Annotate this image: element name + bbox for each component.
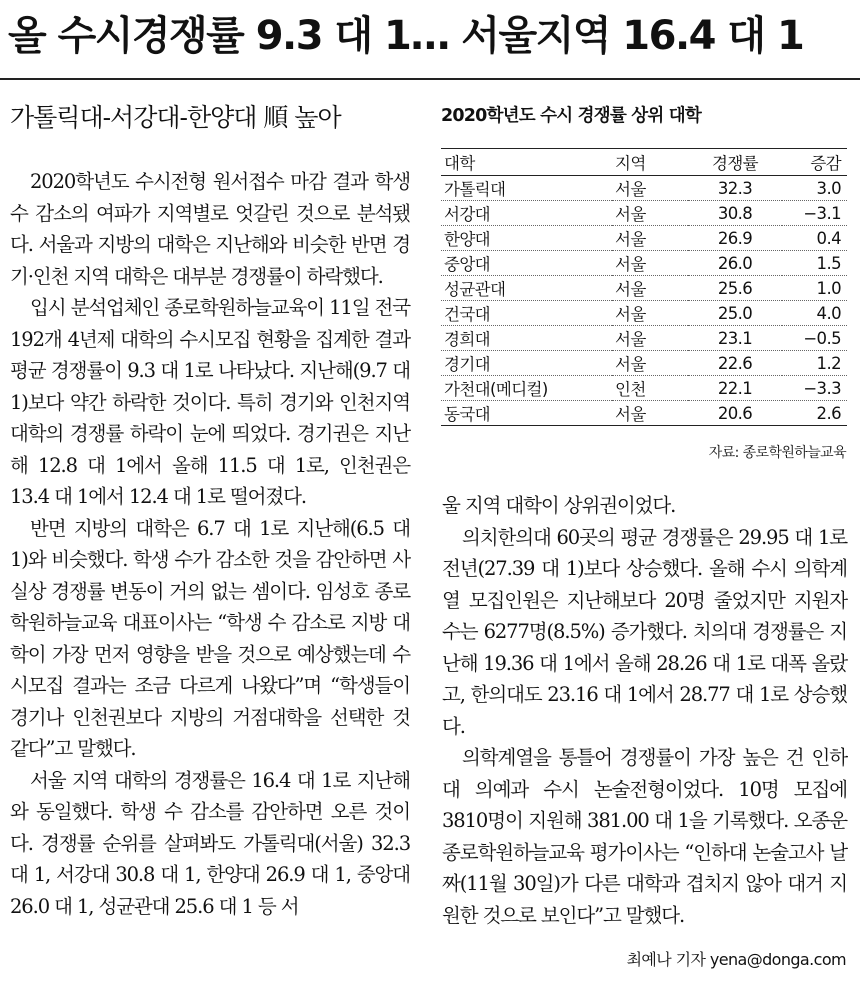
cell-change: 3.0	[782, 176, 847, 201]
header-rate: 경쟁률	[711, 154, 759, 173]
cell-change: −3.3	[782, 376, 847, 401]
cell-university: 중앙대	[441, 251, 612, 276]
paragraph: 울 지역 대학이 상위권이었다.	[442, 494, 676, 517]
cell-university: 가톨릭대	[441, 176, 612, 201]
body-column-right	[442, 490, 847, 931]
table-row	[441, 351, 847, 376]
cell-change: 2.6	[782, 401, 847, 426]
cell-rate: 22.1	[688, 376, 782, 401]
table-row	[441, 301, 847, 326]
cell-change: 1.2	[782, 351, 847, 376]
cell-change: 4.0	[782, 301, 847, 326]
header-region: 지역	[615, 154, 646, 173]
cell-university: 경기대	[441, 351, 612, 376]
byline: 최예나 기자 yena@donga.com	[626, 950, 846, 969]
header-university: 대학	[444, 154, 475, 173]
paragraph: 2020학년도 수시전형 원서접수 마감 결과 학생 수 감소의 여파가 지역별로 엇갈린 것으로 분석됐다. 서울과 지방의 대학은 지난해와 비슷한 반면 경기·인천 지역 대학은 대부분 경쟁률이 하락했다.	[10, 170, 410, 288]
paragraph: 반면 지방의 대학은 6.7 대 1로 지난해(6.5 대 1)와 비슷했다. 학생 수가 감소한 것을 감안하면 사실상 경쟁률 변동이 거의 없는 셈이다. 임성호 종로학원하늘교육 대표이사는 “학생 수 감소로 지방 대학이 가장 먼저 영향을 받을 것으로 예상했는데 수시모집 결과는 조금 다르게 나왔다”며 “학생들이 경기나 인천권보다 지방의 거점대학을 선택한 것 같다”고 말했다.	[10, 516, 410, 760]
cell-university: 가천대(메디컬)	[441, 376, 612, 401]
table-row	[441, 276, 847, 301]
cell-region: 서울	[612, 201, 688, 226]
competition-rate-table	[441, 148, 847, 426]
cell-university: 경희대	[441, 326, 612, 351]
cell-university: 한양대	[441, 226, 612, 251]
paragraph: 서울 지역 대학의 경쟁률은 16.4 대 1로 지난해와 동일했다. 학생 수 감소를 감안하면 오른 것이다. 경쟁률 순위를 살펴봐도 가톨릭대(서울) 32.3 대 1, 서강대 30.8 대 1, 한양대 26.9 대 1, 중앙대 26.0 대 1, 성균관대 25.6 대 1 등 서	[10, 768, 410, 918]
cell-university: 건국대	[441, 301, 612, 326]
cell-change: 0.4	[782, 226, 847, 251]
paragraph: 의학계열을 통틀어 경쟁률이 가장 높은 건 인하대 의예과 수시 논술전형이었다. 10명 모집에 3810명이 지원해 381.00 대 1을 기록했다. 오종운 종로학원하늘교육 평가이사는 “인하대 논술고사 날짜(11월 30일)가 다른 대학과 겹치지 않아 대거 지원한 것으로 보인다”고 말했다.	[442, 746, 847, 927]
table-row	[441, 176, 847, 201]
cell-rate: 32.3	[688, 176, 782, 201]
cell-region: 서울	[612, 401, 688, 426]
cell-change: −3.1	[782, 201, 847, 226]
table-title: 2020학년도 수시 경쟁률 상위 대학	[441, 106, 701, 126]
cell-region: 서울	[612, 226, 688, 251]
cell-rate: 23.1	[688, 326, 782, 351]
cell-change: −0.5	[782, 326, 847, 351]
table-source: 자료: 종로학원하늘교육	[708, 445, 846, 461]
table-row	[441, 376, 847, 401]
table-row	[441, 226, 847, 251]
cell-rate: 26.9	[688, 226, 782, 251]
cell-region: 서울	[612, 326, 688, 351]
headline: 올 수시경쟁률 9.3 대 1… 서울지역 16.4 대 1	[8, 13, 804, 59]
cell-rate: 20.6	[688, 401, 782, 426]
table-header-row	[441, 149, 847, 176]
cell-rate: 26.0	[688, 251, 782, 276]
subheadline: 가톨릭대-서강대-한양대 順 높아	[10, 103, 341, 132]
table-row	[441, 326, 847, 351]
cell-rate: 25.6	[688, 276, 782, 301]
cell-region: 서울	[612, 176, 688, 201]
cell-change: 1.0	[782, 276, 847, 301]
table-row	[441, 201, 847, 226]
cell-university: 성균관대	[441, 276, 612, 301]
paragraph: 입시 분석업체인 종로학원하늘교육이 11일 전국 192개 4년제 대학의 수시모집 현황을 집계한 결과 평균 경쟁률이 9.3 대 1로 나타났다. 지난해(9.7 대 1)보다 약간 하락한 것이다. 특히 경기와 인천지역 대학의 경쟁률 하락이 눈에 띄었다. 경기권은 지난해 12.8 대 1에서 올해 11.5 대 1로, 인천권은 13.4 대 1에서 12.4 대 1로 떨어졌다.	[10, 296, 411, 508]
paragraph: 의치한의대 60곳의 평균 경쟁률은 29.95 대 1로 전년(27.39 대 1)보다 상승했다. 올해 수시 의학계열 모집인원은 지난해보다 20명 줄었지만 지원자 수는 6277명(8.5%) 증가했다. 치의대 경쟁률은 지난해 19.36 대 1에서 올해 28.26 대 1로 대폭 올랐고, 한의대도 23.16 대 1에서 28.77 대 1로 상승했다.	[442, 525, 847, 738]
body-column-left	[10, 166, 410, 922]
cell-change: 1.5	[782, 251, 847, 276]
headline-rule	[0, 78, 860, 80]
cell-region: 서울	[612, 276, 688, 301]
header-change: 증감	[810, 154, 841, 173]
cell-rate: 30.8	[688, 201, 782, 226]
cell-rate: 25.0	[688, 301, 782, 326]
cell-region: 서울	[612, 351, 688, 376]
cell-university: 동국대	[441, 401, 612, 426]
cell-region: 인천	[612, 376, 688, 401]
cell-region: 서울	[612, 251, 688, 276]
table-row	[441, 401, 847, 426]
cell-rate: 22.6	[688, 351, 782, 376]
cell-region: 서울	[612, 301, 688, 326]
cell-university: 서강대	[441, 201, 612, 226]
table-row	[441, 251, 847, 276]
